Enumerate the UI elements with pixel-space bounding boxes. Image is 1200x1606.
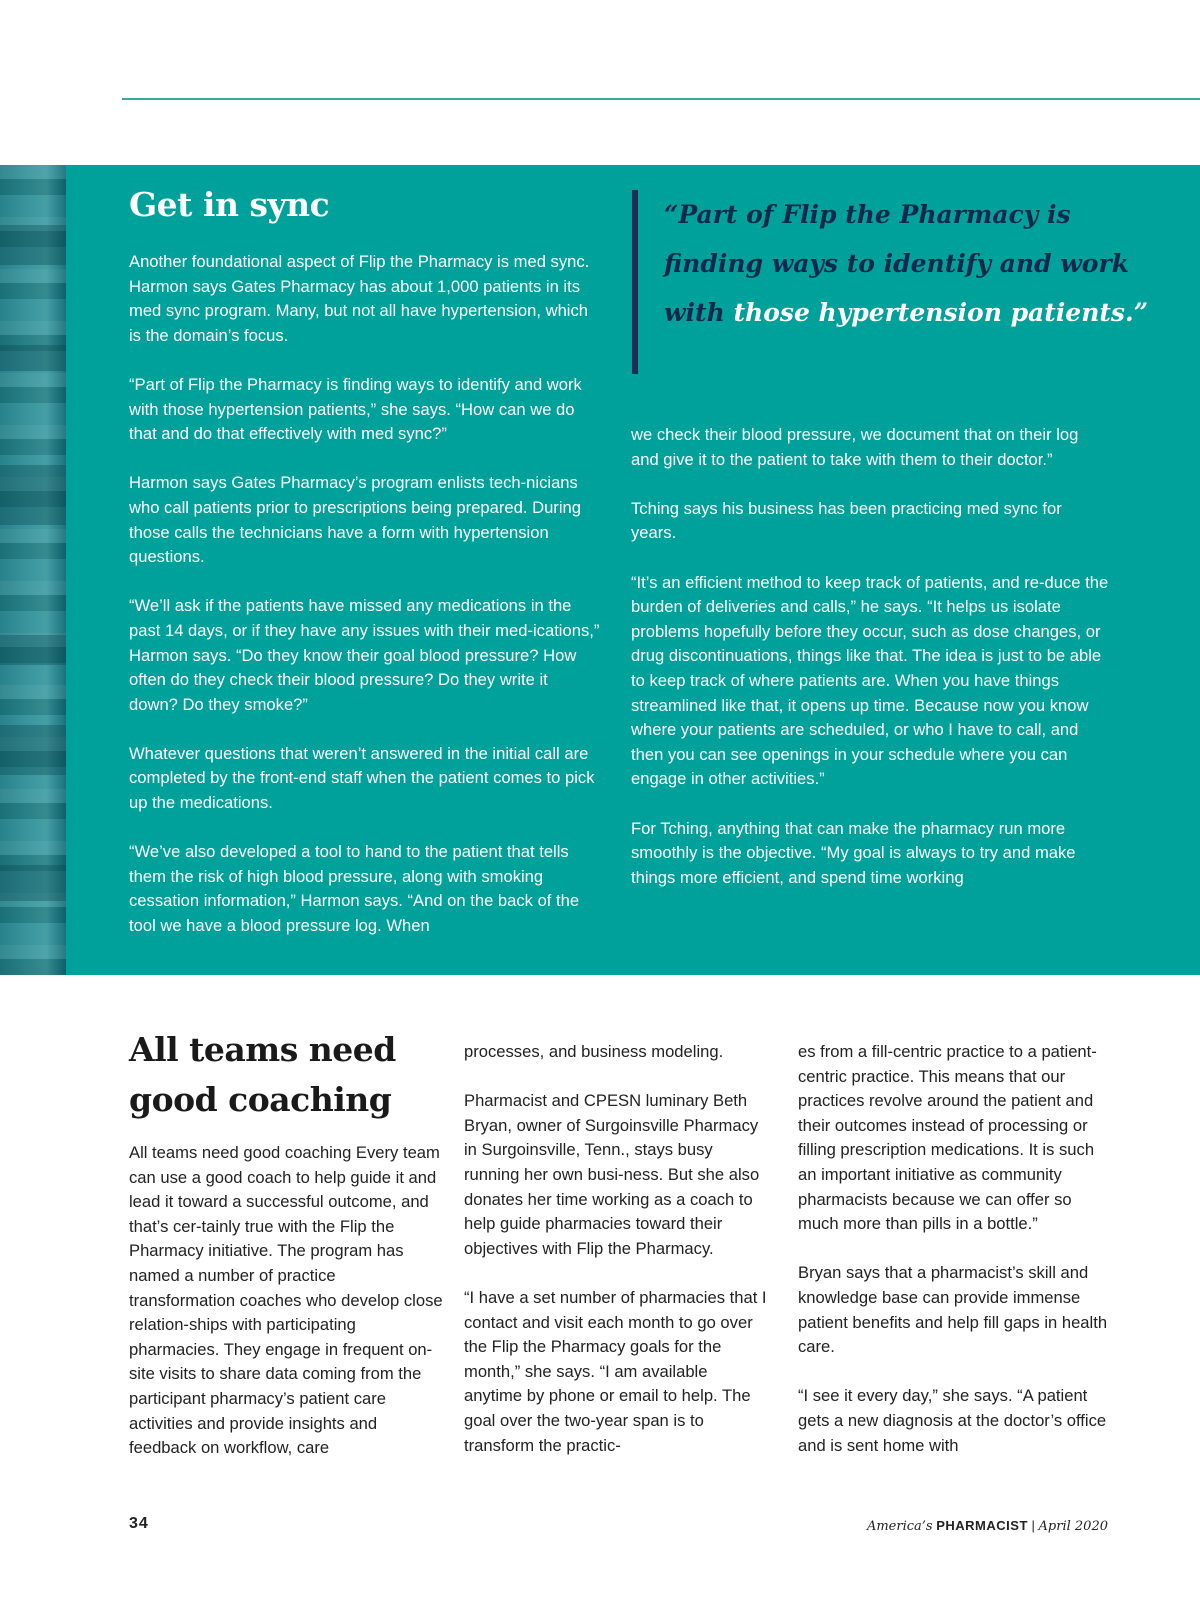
heading-line: good coaching: [129, 1080, 392, 1119]
pull-quote-dark-text: “Part of Flip the Pharmacy is finding ways to identify and work with: [664, 200, 1129, 327]
paragraph: Another foundational aspect of Flip the Pharmacy is med sync. Harmon says Gates Pharmacy has about 1,000 patients in its med sync program. Many, but not all have hypertension, which is the domain’s focus.: [129, 252, 590, 345]
paragraph: Harmon says Gates Pharmacy’s program enlists tech-nicians who call patients prior to prescriptions being prepared. During those calls the technicians have a form with hypertension questions.: [129, 473, 581, 567]
publication-credit: [867, 1518, 1108, 1534]
paragraph: All teams need good coaching Every team can use a good coach to help guide it and lead it toward a successful outcome, and that’s cer-tainly true with the Flip the Pharmacy initiative. The program has named a number of practice transformation coaches who develop close relation-ships with participating pharmacies. They engage in frequent on-site visits to share data coming from the participant pharmacy’s patient care activities and provide insights and feedback on workflow, care: [129, 1143, 443, 1458]
paragraph: “We’ve also developed a tool to hand to the patient that tells them the risk of high blood pressure, along with smoking cessation information,” Harmon says. “And on the back of the tool we have a blood pressure log. When: [129, 842, 580, 936]
issue-date: April 2020: [1038, 1519, 1108, 1534]
heading-line: All teams need: [129, 1030, 396, 1069]
pharmacy-shelf-photo: [0, 165, 66, 975]
top-divider: [122, 98, 1200, 100]
section-heading: Get in sync: [129, 185, 330, 224]
coaching-column-2: [464, 1040, 769, 1483]
paragraph: “It’s an efficient method to keep track of patients, and re-duce the burden of deliveries and calls,” he says. “It helps us isolate problems hopefully before they occur, such as dose changes, or drug discontinuations, things like that. The idea is just to be able to keep track of where patients are. When you have things streamlined like that, it opens up time. Because now you know where your patients are scheduled, or who I have to call, and then you can see openings in your schedule where you can engage in other activities.”: [631, 572, 1109, 789]
paragraph: “We’ll ask if the patients have missed any medications in the past 14 days, or if they have any issues with their med-ications,” Harmon says. “Do they know their goal blood pressure? How often do they check their blood pressure? Do they write it down? Do they smoke?”: [129, 596, 600, 714]
paragraph: Tching says his business has been practicing med sync for years.: [631, 498, 1062, 543]
paragraph: Whatever questions that weren’t answered in the initial call are completed by the front-end staff when the patient comes to pick up the medications.: [129, 743, 595, 813]
sync-column-2: [631, 423, 1109, 915]
publication-prefix: America’s: [866, 1519, 933, 1534]
paragraph: Bryan says that a pharmacist’s skill and knowledge base can provide immense patient benefits and help fill gaps in health care.: [798, 1263, 1108, 1357]
paragraph: “Part of Flip the Pharmacy is finding ways to identify and work with those hypertension patients,” she says. “How can we do that and do that effectively with med sync?”: [129, 374, 582, 444]
pull-quote-light-text: those hypertension patients.”: [733, 298, 1149, 327]
paragraph: es from a fill-centric practice to a patient-centric practice. This means that our practices revolve around the patient and their outcomes instead of processing or filling prescription medications. It is such an important initiative as community pharmacists because we can offer so much more than pills in a bottle.”: [798, 1042, 1097, 1234]
coaching-column-3: [798, 1040, 1113, 1483]
coaching-column-1: [129, 1025, 444, 1485]
paragraph: “I see it every day,” she says. “A patient gets a new diagnosis at the doctor’s office and is sent home with: [798, 1386, 1107, 1455]
paragraph: For Tching, anything that can make the pharmacy run more smoothly is the objective. “My goal is always to try and make things more efficient, and spend time working: [631, 818, 1076, 887]
footer-separator: |: [1031, 1518, 1035, 1533]
publication-name: PHARMACIST: [936, 1518, 1028, 1533]
page-number: 34: [129, 1515, 149, 1532]
paragraph: “I have a set number of pharmacies that I contact and visit each month to go over the Flip the Pharmacy goals for the month,” she says. “I am available anytime by phone or email to help. The goal over the two-year span is to transform the practic-: [464, 1287, 767, 1455]
paragraph: we check their blood pressure, we document that on their log and give it to the patient to take with them to their doctor.”: [631, 425, 1079, 469]
sync-column-1: [129, 185, 601, 963]
section-heading: [129, 1025, 444, 1125]
paragraph: Pharmacist and CPESN luminary Beth Bryan, owner of Surgoinsville Pharmacy in Surgoinsville, Tenn., stays busy running her own busi-ness. But she also donates her time working as a coach to help guide pharmacies toward their objectives with Flip the Pharmacy.: [464, 1091, 760, 1258]
pull-quote: [632, 190, 1154, 374]
paragraph: processes, and business modeling.: [464, 1042, 724, 1061]
